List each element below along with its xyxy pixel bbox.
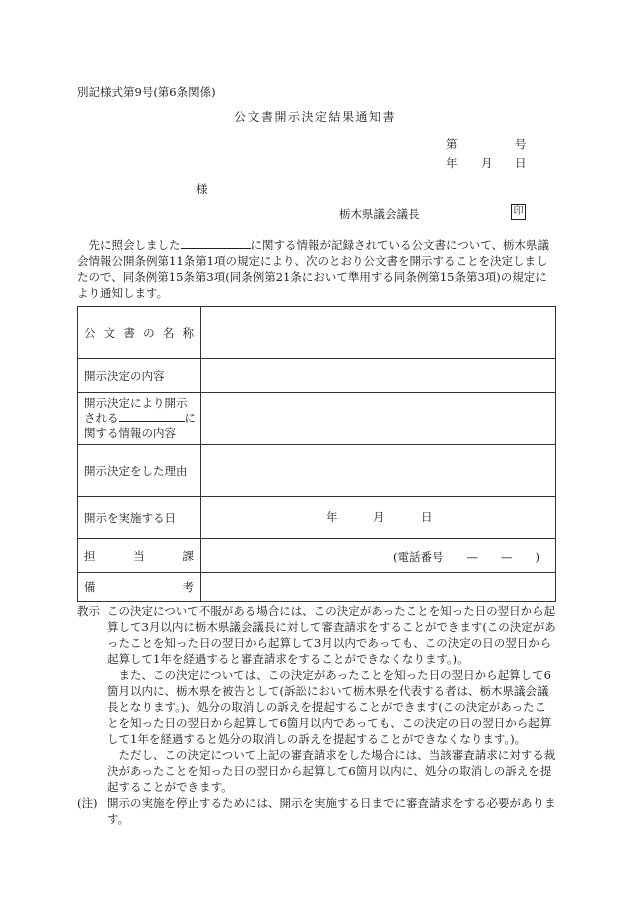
date-year-label: 年 [446,156,458,170]
table-row [78,573,556,602]
note-body: 開示の実施を停止するためには、開示を実施する日までに審査請求をする必要があります。 [107,796,556,826]
table-row [78,307,556,359]
phone-number-label: (電話番号 — — ) [393,550,540,564]
table-row [78,539,556,573]
table-row [78,445,556,497]
date-month-label: 月 [481,156,493,170]
date-day-label: 日 [515,156,527,170]
table-row [78,393,556,445]
intro-part1: 先に照会しました [88,238,181,252]
kyoji-paragraph-2: また、この決定については、この決定があったことを知った日の翌日から起算して6箇月以内に、栃木県を被告として(訴訟において栃木県を代表する者は、栃木県議会議長となります。)、処分の取消しの訴えを提起することができます(この決定があったことを知った日の翌日から起算して6箇月以内であっても、この決定の日の翌日から起算して1年を経過すると処分の取消しの訴えを提起することができなくなります。)。 [107,668,552,746]
note-heading: (注) [77,796,98,810]
doc-number-suffix: 号 [515,137,527,151]
row-value-info [201,393,556,445]
seal-mark: 印 [511,204,526,220]
intro-part2: に関する情報が記録されている公文書について、栃木県議会情報公開条例第11条第1項の規定により、次のとおり公文書を開示することを決定しましたので、同条例第15条第3項(同条例第21条において準用する同条例第15条第3項)の規定により通知します。 [77,238,550,300]
table-row [78,359,556,393]
issuer-name: 栃木県議会議長 [339,207,420,221]
document-title: 公文書開示決定結果通知書 [233,110,396,124]
row-label-date: 開示を実施する日 [84,510,176,525]
kyoji-paragraph-1: この決定について不服がある場合には、この決定があったことを知った日の翌日から起算して3月以内に栃木県議会議長に対して審査請求をすることができます(この決定があったことを知った日の翌日から起算して3月以内であっても、この決定の日の翌日から起算して1年を経過すると審査請求をすることができなくなります。)。 [107,604,556,666]
intro-blank-line [181,238,251,249]
row-label-remarks: 備 考 [84,580,194,594]
row-label-reason: 開示決定をした理由 [84,463,188,478]
row-label-dept: 担 当 課 [84,548,194,563]
row-value-reason [201,445,556,497]
row-label-info: 開示決定により開示 される に 関する情報の内容 [78,393,201,445]
row-label-title: 公 文 書 の 名 称 [84,325,194,340]
kyoji-heading: 教示 [77,604,100,618]
row-value-date: 年 月 日 [201,497,556,539]
row-value-remarks [201,573,556,602]
recipient-honorific: 様 [196,182,208,196]
row-label-content: 開示決定の内容 [84,368,165,383]
doc-number-prefix: 第 [446,137,458,151]
kyoji-paragraph-3: ただし、この決定について上記の審査請求をした場合には、当該審査請求に対する裁決があったことを知った日の翌日から起算して6箇月以内に、処分の取消しの訴えを提起することができます。 [107,748,556,794]
row-value-title [201,307,556,359]
form-code: 別記様式第9号(第6条関係) [77,85,216,99]
row-value-content [201,359,556,393]
decision-table [77,306,556,602]
notes-section [77,603,557,827]
intro-paragraph [77,237,557,301]
row-value-dept [201,539,556,573]
table-row [78,497,556,539]
